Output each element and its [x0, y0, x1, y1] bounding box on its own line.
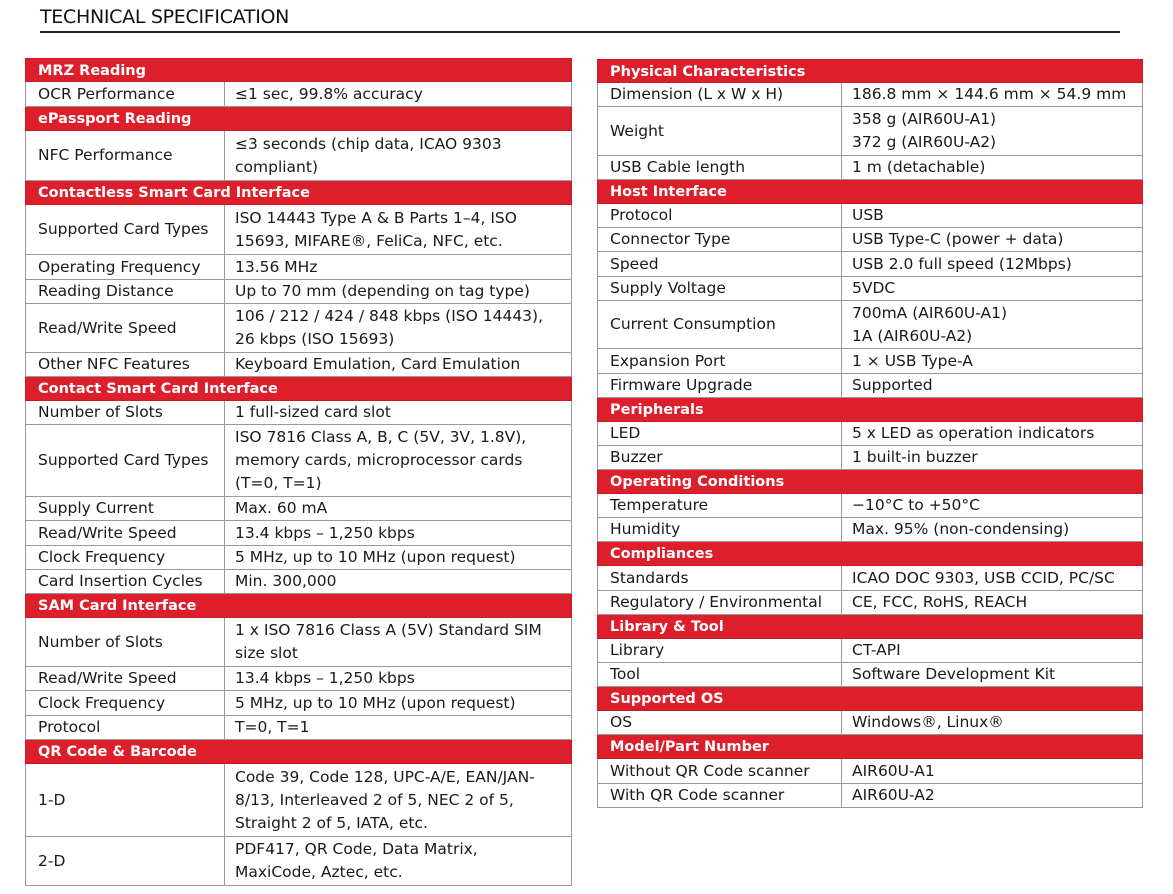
spec-value: [842, 204, 1142, 227]
spec-row: [597, 374, 1143, 398]
spec-label: Weight: [598, 107, 842, 155]
spec-label: Temperature: [598, 494, 842, 517]
section-header-host-interface: Host Interface: [597, 180, 1143, 204]
spec-value-line: 1 m (detachable): [852, 158, 986, 176]
spec-row: [25, 716, 572, 740]
spec-value-line: 372 g (AIR60U-A2): [852, 133, 997, 151]
spec-value-line: CT-API: [852, 641, 901, 659]
spec-label: Supply Voltage: [598, 277, 842, 300]
spec-label: Card Insertion Cycles: [26, 570, 225, 593]
spec-label: Standards: [598, 566, 842, 590]
spec-value: [842, 422, 1142, 445]
spec-row: [597, 107, 1143, 156]
spec-row: [25, 546, 572, 570]
spec-row: [597, 446, 1143, 470]
spec-value-line: 1A (AIR60U-A2): [852, 326, 973, 345]
spec-row: [25, 280, 572, 304]
spec-value: [225, 497, 571, 520]
spec-value: [842, 349, 1142, 373]
spec-value-line: ≤3 seconds (chip data, ICAO 9303: [235, 134, 502, 153]
section-header-mrz-reading: MRZ Reading: [25, 58, 572, 82]
spec-value: [842, 156, 1142, 179]
spec-value-line: PDF417, QR Code, Data Matrix,: [235, 840, 478, 858]
spec-row: [597, 204, 1143, 228]
spec-value-line: ISO 14443 Type A & B Parts 1–4, ISO: [235, 208, 517, 227]
spec-value: [225, 546, 571, 569]
spec-row: [25, 837, 572, 886]
spec-value-line: 1 built-in buzzer: [852, 448, 978, 466]
spec-value-line: 5 MHz, up to 10 MHz (upon request): [235, 693, 516, 712]
spec-value: [225, 837, 571, 885]
spec-row: [25, 570, 572, 594]
title-underline: [40, 31, 1120, 33]
spec-label: 2-D: [26, 837, 225, 885]
section-header-operating-conditions: Operating Conditions: [597, 470, 1143, 494]
section-header-library-tool: Library & Tool: [597, 615, 1143, 639]
spec-row: [597, 277, 1143, 301]
spec-value-line: 8/13, Interleaved 2 of 5, NEC 2 of 5,: [235, 790, 514, 809]
spec-value-line: MaxiCode, Aztec, etc.: [235, 863, 403, 881]
spec-row: [25, 131, 572, 181]
left-spec-table: [25, 58, 572, 886]
spec-value: [842, 784, 1142, 807]
spec-value-line: 26 kbps (ISO 15693): [235, 330, 395, 348]
spec-value-line: T=0, T=1: [235, 718, 310, 736]
spec-value: [225, 255, 571, 279]
spec-row: [25, 425, 572, 497]
spec-label: USB Cable length: [598, 156, 842, 179]
spec-value-line: 5 MHz, up to 10 MHz (upon request): [235, 548, 516, 566]
spec-value: [842, 446, 1142, 469]
spec-value: [225, 353, 571, 376]
spec-value: [842, 494, 1142, 517]
spec-label: Number of Slots: [26, 618, 225, 666]
spec-row: [597, 83, 1143, 107]
right-spec-table: [597, 59, 1143, 808]
section-header-qr-code-barcode: QR Code & Barcode: [25, 740, 572, 764]
spec-label: Supported Card Types: [26, 205, 225, 254]
spec-value: [842, 639, 1142, 662]
spec-label: 1-D: [26, 764, 225, 836]
spec-label: Humidity: [598, 518, 842, 541]
spec-value: [225, 131, 571, 180]
spec-row: [597, 494, 1143, 518]
spec-value: [225, 280, 571, 303]
spec-row: [25, 691, 572, 716]
spec-value-line: 5 x LED as operation indicators: [852, 424, 1095, 442]
spec-label: LED: [598, 422, 842, 445]
section-header-peripherals: Peripherals: [597, 398, 1143, 422]
spec-label: OCR Performance: [26, 82, 225, 106]
spec-value: [842, 107, 1142, 155]
spec-value-line: Code 39, Code 128, UPC-A/E, EAN/JAN-: [235, 767, 535, 786]
spec-value-line: USB: [852, 206, 884, 224]
spec-row: [597, 591, 1143, 615]
section-header-contactless-smart-card-interface: Contactless Smart Card Interface: [25, 181, 572, 205]
spec-value-line: Straight 2 of 5, IATA, etc.: [235, 813, 428, 832]
spec-value: [842, 277, 1142, 300]
spec-value: [842, 711, 1142, 734]
section-header-contact-smart-card-interface: Contact Smart Card Interface: [25, 377, 572, 401]
spec-label: Protocol: [26, 716, 225, 739]
spec-value-line: 1 full-sized card slot: [235, 403, 391, 421]
spec-label: Operating Frequency: [26, 255, 225, 279]
spec-value-line: AIR60U-A2: [852, 786, 935, 804]
spec-value: [225, 82, 571, 106]
spec-row: [25, 618, 572, 667]
spec-row: [25, 304, 572, 353]
spec-label: Firmware Upgrade: [598, 374, 842, 397]
spec-label: Tool: [598, 663, 842, 686]
spec-value: [842, 228, 1142, 251]
spec-label: Read/Write Speed: [26, 304, 225, 352]
spec-value: [225, 304, 571, 352]
spec-value: [225, 667, 571, 690]
spec-row: [597, 639, 1143, 663]
spec-value: [225, 618, 571, 666]
spec-value: [842, 591, 1142, 614]
spec-label: Supported Card Types: [26, 425, 225, 496]
spec-value-line: AIR60U-A1: [852, 761, 935, 780]
section-header-physical-characteristics: Physical Characteristics: [597, 59, 1143, 83]
spec-row: [597, 711, 1143, 735]
spec-label: NFC Performance: [26, 131, 225, 180]
spec-value-line: ≤1 sec, 99.8% accuracy: [235, 84, 423, 103]
spec-value-line: ICAO DOC 9303, USB CCID, PC/SC: [852, 568, 1115, 587]
spec-label: Read/Write Speed: [26, 667, 225, 690]
spec-value-line: Software Development Kit: [852, 665, 1056, 683]
spec-row: [597, 228, 1143, 252]
spec-row: [597, 518, 1143, 542]
spec-value: [225, 691, 571, 715]
spec-row: [597, 156, 1143, 180]
spec-value: [842, 518, 1142, 541]
spec-value-line: 13.4 kbps – 1,250 kbps: [235, 523, 415, 542]
spec-value-line: ISO 7816 Class A, B, C (5V, 3V, 1.8V),: [235, 428, 527, 446]
spec-row: [597, 663, 1143, 687]
spec-row: [25, 353, 572, 377]
spec-value-line: 106 / 212 / 424 / 848 kbps (ISO 14443),: [235, 307, 544, 325]
spec-value: [842, 301, 1142, 348]
spec-value-line: 15693, MIFARE®, FeliCa, NFC, etc.: [235, 231, 503, 250]
spec-value: [842, 759, 1142, 783]
spec-label: Speed: [598, 252, 842, 276]
spec-value-line: Windows®, Linux®: [852, 713, 1004, 731]
section-header-supported-os: Supported OS: [597, 687, 1143, 711]
spec-row: [597, 422, 1143, 446]
spec-label: Other NFC Features: [26, 353, 225, 376]
spec-value: [842, 663, 1142, 686]
spec-label: With QR Code scanner: [598, 784, 842, 807]
spec-value-line: USB 2.0 full speed (12Mbps): [852, 254, 1072, 273]
spec-row: [597, 349, 1143, 374]
spec-value-line: 186.8 mm × 144.6 mm × 54.9 mm: [852, 85, 1127, 103]
spec-value-line: Keyboard Emulation, Card Emulation: [235, 355, 521, 373]
section-header-model-part-number: Model/Part Number: [597, 735, 1143, 759]
spec-label: OS: [598, 711, 842, 734]
spec-value-line: 700mA (AIR60U-A1): [852, 303, 1008, 322]
spec-value-line: 5VDC: [852, 279, 896, 297]
spec-value: [225, 401, 571, 424]
spec-value: [225, 764, 571, 836]
spec-value-line: memory cards, microprocessor cards: [235, 451, 523, 469]
spec-value: [225, 425, 571, 496]
spec-value-line: (T=0, T=1): [235, 474, 322, 492]
spec-row: [25, 205, 572, 255]
spec-row: [597, 252, 1143, 277]
spec-value-line: −10°C to +50°C: [852, 496, 980, 514]
spec-value: [842, 374, 1142, 397]
spec-value-line: Max. 60 mA: [235, 499, 328, 517]
section-header-compliances: Compliances: [597, 542, 1143, 566]
section-header-sam-card-interface: SAM Card Interface: [25, 594, 572, 618]
spec-value-line: 13.56 MHz: [235, 257, 318, 276]
spec-value-line: 13.4 kbps – 1,250 kbps: [235, 669, 415, 687]
spec-value-line: 1 × USB Type-A: [852, 351, 973, 370]
spec-label: Library: [598, 639, 842, 662]
spec-value: [225, 570, 571, 593]
spec-label: Expansion Port: [598, 349, 842, 373]
spec-label: Read/Write Speed: [26, 521, 225, 545]
spec-label: Regulatory / Environmental: [598, 591, 842, 614]
spec-label: Protocol: [598, 204, 842, 227]
spec-value-line: CE, FCC, RoHS, REACH: [852, 593, 1028, 611]
spec-row: [25, 255, 572, 280]
spec-row: [597, 301, 1143, 349]
spec-row: [25, 667, 572, 691]
spec-value-line: Max. 95% (non-condensing): [852, 520, 1070, 538]
spec-label: Clock Frequency: [26, 546, 225, 569]
spec-row: [25, 764, 572, 837]
spec-value-line: 1 x ISO 7816 Class A (5V) Standard SIM: [235, 621, 542, 639]
spec-value: [225, 521, 571, 545]
spec-row: [25, 401, 572, 425]
spec-row: [597, 759, 1143, 784]
spec-label: Dimension (L x W x H): [598, 83, 842, 106]
spec-label: Reading Distance: [26, 280, 225, 303]
spec-row: [597, 784, 1143, 808]
spec-value: [842, 252, 1142, 276]
spec-row: [25, 521, 572, 546]
spec-value-line: Up to 70 mm (depending on tag type): [235, 282, 530, 300]
spec-label: Clock Frequency: [26, 691, 225, 715]
spec-label: Connector Type: [598, 228, 842, 251]
spec-label: Number of Slots: [26, 401, 225, 424]
spec-row: [25, 497, 572, 521]
spec-label: Supply Current: [26, 497, 225, 520]
spec-value: [842, 566, 1142, 590]
spec-row: [25, 82, 572, 107]
spec-label: Buzzer: [598, 446, 842, 469]
spec-value-line: Min. 300,000: [235, 572, 337, 590]
section-header-epassport-reading: ePassport Reading: [25, 107, 572, 131]
spec-value: [225, 205, 571, 254]
spec-value: [225, 716, 571, 739]
spec-value-line: Supported: [852, 376, 933, 394]
spec-value: [842, 83, 1142, 106]
page-title: TECHNICAL SPECIFICATION: [40, 6, 290, 28]
spec-value-line: 358 g (AIR60U-A1): [852, 110, 997, 128]
spec-value-line: USB Type-C (power + data): [852, 230, 1064, 248]
spec-label: Without QR Code scanner: [598, 759, 842, 783]
spec-label: Current Consumption: [598, 301, 842, 348]
spec-value-line: size slot: [235, 644, 298, 662]
spec-row: [597, 566, 1143, 591]
spec-value-line: compliant): [235, 157, 319, 176]
